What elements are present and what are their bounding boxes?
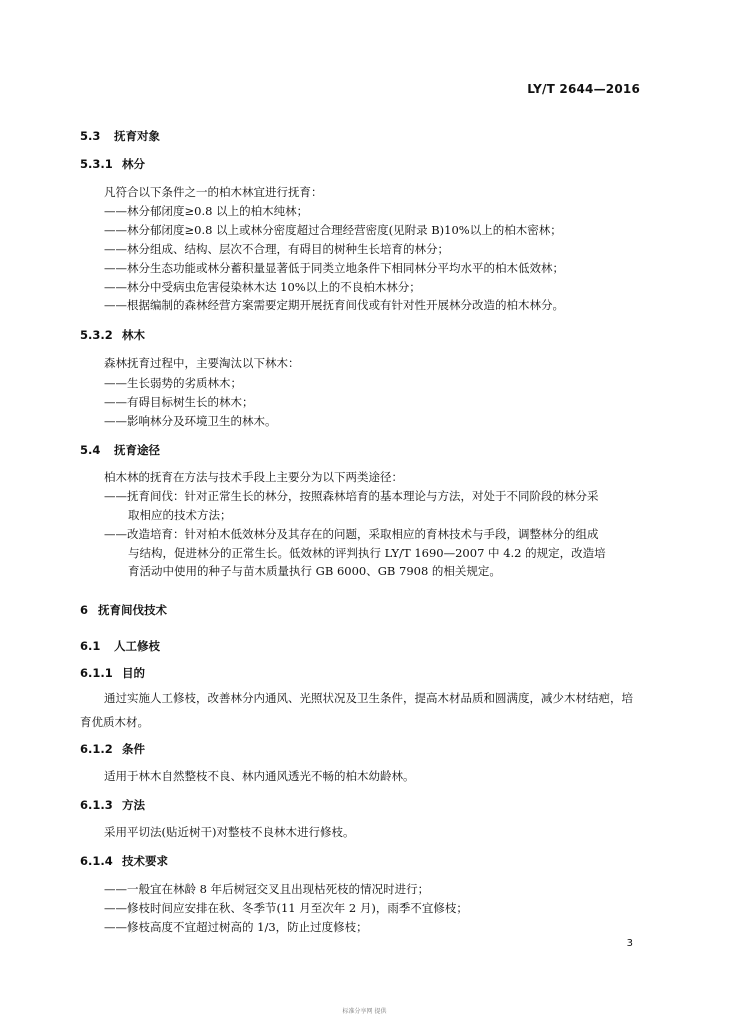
section-title: 林木 bbox=[122, 328, 145, 342]
section-5-3-1-heading bbox=[80, 156, 145, 172]
section-6-1-4-heading bbox=[80, 853, 168, 869]
list-item: ——林分组成、结构、层次不合理，有碍目的树种生长培育的林分； bbox=[104, 242, 449, 256]
section-number: 6.1.3 bbox=[80, 798, 113, 812]
standard-number: LY/T 2644—2016 bbox=[527, 82, 640, 96]
section-title: 人工修枝 bbox=[114, 639, 160, 653]
list-item: ——改造培育：针对柏木低效林分及其存在的问题，采取相应的育林技术与手段，调整林分的组成 bbox=[104, 527, 599, 541]
footer-watermark: 标准分享网 提供 bbox=[342, 1008, 387, 1015]
section-number: 6.1.2 bbox=[80, 742, 113, 756]
section-number: 6.1.4 bbox=[80, 854, 113, 868]
section-title: 抚育途径 bbox=[114, 443, 160, 457]
section-5-4-heading bbox=[80, 442, 160, 458]
intro-text: 森林抚育过程中，主要淘汰以下林木： bbox=[104, 356, 300, 370]
paragraph: 通过实施人工修枝，改善林分内通风、光照状况及卫生条件，提高木材品质和圆满度，减少木材结疤，培育优质木材。 bbox=[80, 691, 633, 729]
list-item: ——有碍目标树生长的林木； bbox=[104, 395, 254, 409]
list-item: ——根据编制的森林经营方案需要定期开展抚育间伐或有针对性开展林分改造的柏木林分。 bbox=[104, 298, 564, 312]
page-number: 3 bbox=[626, 938, 633, 949]
list-item: ——林分中受病虫危害侵染林木达 10%以上的不良柏木林分； bbox=[104, 280, 421, 294]
section-title: 技术要求 bbox=[122, 854, 168, 868]
list-item: ——生长弱势的劣质林木； bbox=[104, 376, 242, 390]
section-number: 5.3 bbox=[80, 129, 101, 143]
section-title: 抚育间伐技术 bbox=[98, 603, 167, 617]
section-6-1-3-heading bbox=[80, 797, 145, 813]
list-item-continuation: 与结构，促进林分的正常生长。低效林的评判执行 LY/T 1690—2007 中 4.2 的规定，改造培 bbox=[128, 546, 606, 560]
list-item: ——影响林分及环境卫生的林木。 bbox=[104, 414, 277, 428]
section-5-3-heading bbox=[80, 128, 160, 144]
section-number: 5.4 bbox=[80, 443, 101, 457]
paragraph: 适用于林木自然整枝不良、林内通风透光不畅的柏木幼龄林。 bbox=[104, 769, 415, 783]
section-number: 6.1 bbox=[80, 639, 101, 653]
section-number: 5.3.2 bbox=[80, 328, 113, 342]
paragraph: 采用平切法(贴近树干)对整枝不良林木进行修枝。 bbox=[104, 825, 355, 839]
list-item-continuation: 取相应的技术方法； bbox=[128, 508, 232, 522]
section-6-heading bbox=[80, 602, 167, 618]
section-5-3-2-heading bbox=[80, 327, 145, 343]
intro-text: 柏木林的抚育在方法与技术手段上主要分为以下两类途径： bbox=[104, 470, 403, 484]
list-item: ——林分郁闭度≥0.8 以上的柏木纯林； bbox=[104, 204, 309, 218]
list-item: ——修枝时间应安排在秋、冬季节(11 月至次年 2 月)，雨季不宜修枝； bbox=[104, 901, 468, 915]
section-title: 目的 bbox=[122, 666, 145, 680]
section-title: 条件 bbox=[122, 742, 145, 756]
list-item: ——抚育间伐：针对正常生长的林分，按照森林培育的基本理论与方法，对处于不同阶段的林分采 bbox=[104, 489, 599, 503]
section-6-1-2-heading bbox=[80, 741, 145, 757]
list-item: ——一般宜在林龄 8 年后树冠交叉且出现枯死枝的情况时进行； bbox=[104, 882, 430, 896]
list-item: ——林分郁闭度≥0.8 以上或林分密度超过合理经营密度(见附录 B)10%以上的柏木密林； bbox=[104, 223, 562, 237]
section-number: 6.1.1 bbox=[80, 666, 113, 680]
section-number: 6 bbox=[80, 603, 89, 617]
intro-text: 凡符合以下条件之一的柏木林宜进行抚育： bbox=[104, 185, 323, 199]
section-title: 抚育对象 bbox=[114, 129, 160, 143]
list-item: ——林分生态功能或林分蓄积量显著低于同类立地条件下相同林分平均水平的柏木低效林； bbox=[104, 261, 564, 275]
section-title: 林分 bbox=[122, 157, 145, 171]
section-6-1-heading bbox=[80, 638, 160, 654]
section-title: 方法 bbox=[122, 798, 145, 812]
section-6-1-1-heading bbox=[80, 665, 145, 681]
list-item-continuation: 育活动中使用的种子与苗木质量执行 GB 6000、GB 7908 的相关规定。 bbox=[128, 564, 501, 578]
list-item: ——修枝高度不宜超过树高的 1/3，防止过度修枝； bbox=[104, 920, 368, 934]
section-number: 5.3.1 bbox=[80, 157, 113, 171]
